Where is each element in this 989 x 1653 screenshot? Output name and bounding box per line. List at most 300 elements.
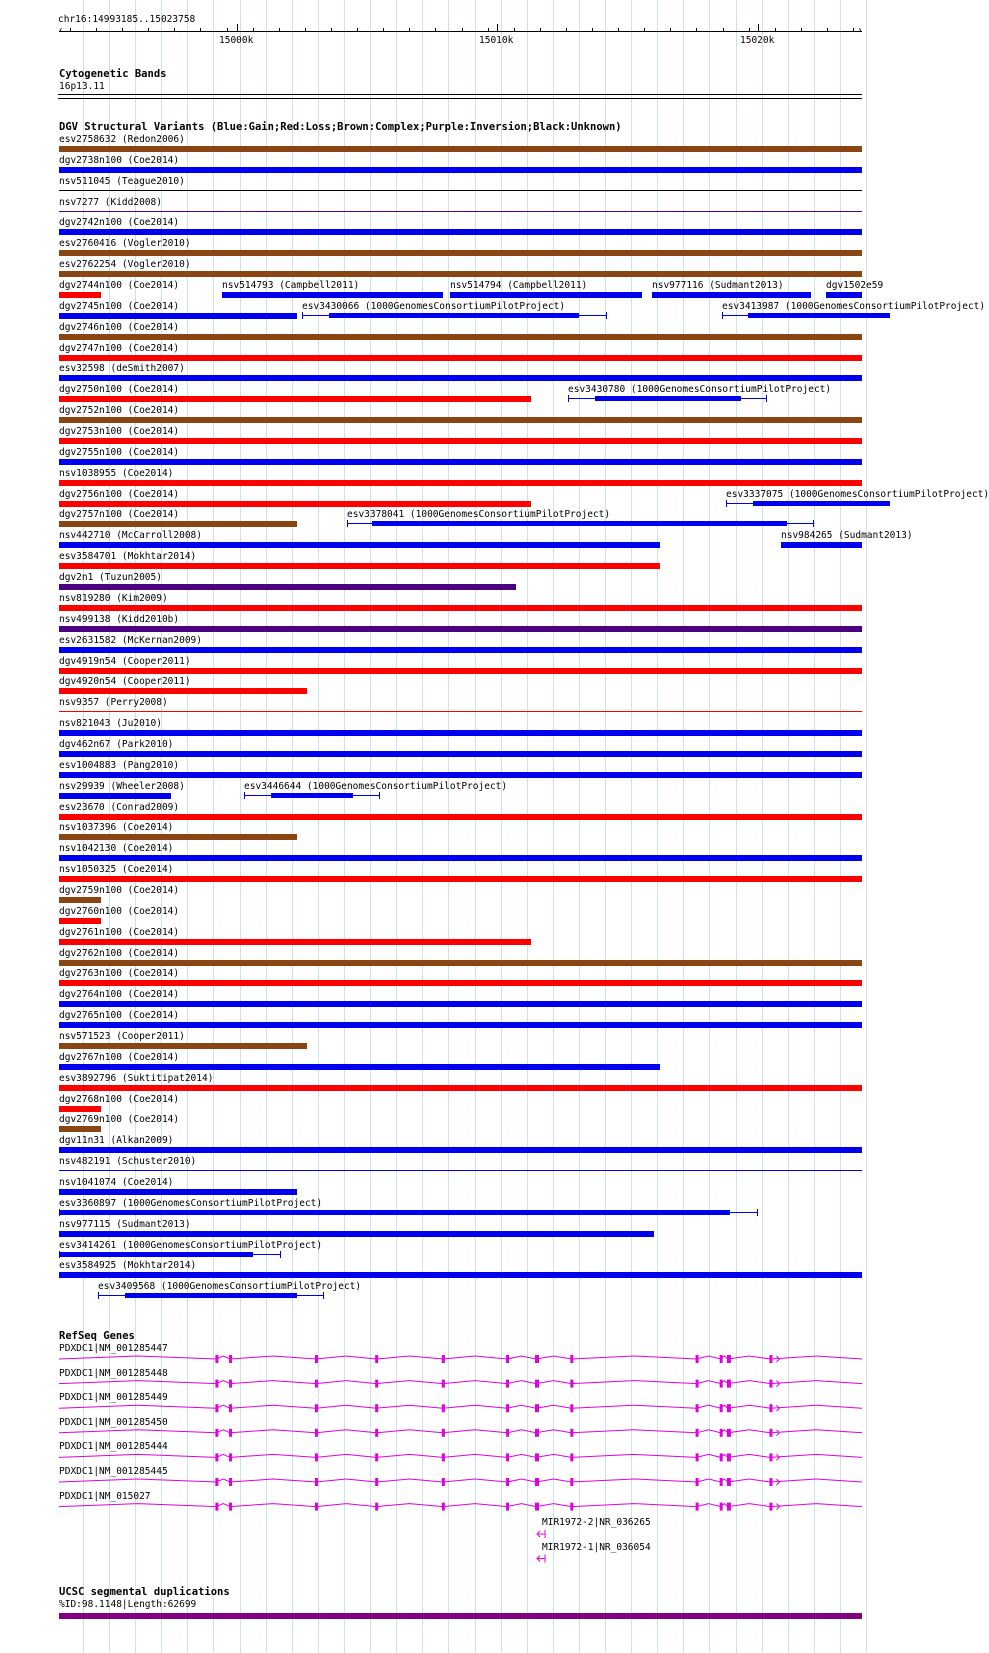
dgv-feature-bar[interactable]: [59, 647, 862, 653]
transcript-exon: [215, 1503, 218, 1511]
cytoband-line-top: [58, 94, 862, 95]
dgv-feature-bar[interactable]: [222, 292, 443, 298]
transcript-exon: [769, 1404, 772, 1412]
dgv-feature-bar[interactable]: [450, 292, 642, 298]
transcript-exon: [506, 1404, 509, 1412]
dgv-feature-label[interactable]: nsv984265 (Sudmant2013): [781, 530, 913, 541]
cytoband-line-bottom: [58, 98, 862, 99]
transcript-exon: [720, 1503, 723, 1511]
transcript-exon: [215, 1453, 218, 1461]
dgv-feature-whisker-cap: [302, 312, 303, 319]
transcript-exon: [535, 1503, 539, 1511]
dgv-feature-whisker-cap: [379, 792, 380, 799]
dgv-feature-bar[interactable]: [271, 793, 353, 798]
transcript-exon: [570, 1503, 573, 1511]
dgv-feature-label[interactable]: esv3414261 (1000GenomesConsortiumPilotProject): [59, 1240, 323, 1251]
ruler-tick-label: 15020k: [740, 35, 775, 46]
dgv-feature-label[interactable]: dgv2761n100 (Coe2014): [59, 927, 180, 938]
dgv-feature-label[interactable]: dgv2759n100 (Coe2014): [59, 885, 180, 896]
ruler-minor-tick: [70, 28, 71, 32]
ruler-position: chr16:14993185..15023758: [58, 14, 196, 25]
dgv-feature-label[interactable]: nsv1037396 (Coe2014): [59, 822, 174, 833]
dgv-feature-label[interactable]: dgv2768n100 (Coe2014): [59, 1094, 180, 1105]
dgv-feature-label[interactable]: esv3584701 (Mokhtar2014): [59, 551, 197, 562]
ruler-minor-tick: [853, 28, 854, 32]
transcript-exon: [229, 1453, 232, 1461]
dgv-feature-label[interactable]: dgv2750n100 (Coe2014): [59, 384, 180, 395]
dgv-feature-whisker-cap: [568, 395, 569, 402]
dgv-feature-label[interactable]: esv3409568 (1000GenomesConsortiumPilotProject): [98, 1281, 362, 1292]
transcript-intron-line: [59, 1430, 862, 1433]
transcript-intron-line: [59, 1356, 862, 1359]
transcript-exon: [442, 1453, 445, 1461]
dgv-feature-label[interactable]: dgv2752n100 (Coe2014): [59, 405, 180, 416]
dgv-feature-label[interactable]: dgv2738n100 (Coe2014): [59, 155, 180, 166]
dgv-feature-bar[interactable]: [59, 1189, 297, 1195]
dgv-feature-whisker-cap: [606, 312, 607, 319]
ruler-minor-tick: [670, 28, 671, 32]
transcript-label[interactable]: PDXDC1|NM_001285450: [59, 1417, 168, 1428]
dgv-feature-bar[interactable]: [59, 855, 862, 861]
dgv-feature-whisker-cap: [722, 312, 723, 319]
dgv-feature-bar[interactable]: [826, 292, 862, 298]
dgv-feature-whisker-cap: [323, 1292, 324, 1299]
transcript-exon: [315, 1453, 318, 1461]
dgv-feature-label[interactable]: nsv977115 (Sudmant2013): [59, 1219, 191, 1230]
dgv-feature-bar[interactable]: [59, 167, 862, 173]
transcript-exon: [570, 1380, 573, 1388]
dgv-feature-whisker-cap: [98, 1292, 99, 1299]
ruler-major-tick: [497, 24, 498, 32]
dgv-feature-label[interactable]: nsv819280 (Kim2009): [59, 593, 168, 604]
ruler-arrow-left: ‹: [58, 25, 64, 36]
transcript-exon: [769, 1503, 772, 1511]
transcript-exon: [375, 1503, 378, 1511]
dgv-feature-bar[interactable]: [59, 375, 862, 381]
transcript-exon: [315, 1503, 318, 1511]
transcript-label[interactable]: PDXDC1|NM_001285444: [59, 1441, 168, 1452]
dgv-feature-whisker-cap: [347, 520, 348, 527]
dgv-feature-label[interactable]: dgv1502e59: [826, 280, 884, 291]
dgv-feature-bar[interactable]: [59, 876, 862, 882]
dgv-feature-label[interactable]: dgv2765n100 (Coe2014): [59, 1010, 180, 1021]
dgv-feature-label[interactable]: esv3892796 (Suktitipat2014): [59, 1073, 214, 1084]
transcript-exon: [570, 1478, 573, 1486]
transcript-exon: [696, 1429, 699, 1437]
gene-models[interactable]: [0, 1330, 890, 1570]
dgv-feature-bar[interactable]: [59, 1170, 862, 1171]
transcript-exon: [506, 1429, 509, 1437]
dgv-feature-label[interactable]: nsv7277 (Kidd2008): [59, 197, 162, 208]
dgv-feature-label[interactable]: esv3430066 (1000GenomesConsortiumPilotProject): [302, 301, 566, 312]
dgv-feature-bar[interactable]: [59, 668, 862, 674]
dgv-feature-bar[interactable]: [59, 1064, 660, 1070]
ruler-minor-tick: [801, 28, 802, 32]
dgv-feature-bar[interactable]: [59, 563, 660, 569]
transcript-intron-line: [59, 1454, 862, 1457]
transcript-exon: [720, 1404, 723, 1412]
dgv-feature-label[interactable]: nsv499138 (Kidd2010b): [59, 614, 180, 625]
dgv-feature-label[interactable]: esv32598 (deSmith2007): [59, 363, 185, 374]
transcript-label[interactable]: PDXDC1|NM_001285447: [59, 1343, 168, 1354]
dgv-feature-bar[interactable]: [59, 229, 862, 235]
dgv-feature-bar[interactable]: [59, 396, 531, 402]
dgv-feature-label[interactable]: dgv2747n100 (Coe2014): [59, 343, 180, 354]
transcript-exon: [506, 1355, 509, 1363]
dgv-feature-bar[interactable]: [59, 939, 531, 945]
dgv-feature-whisker-cap: [766, 395, 767, 402]
dgv-feature-label[interactable]: nsv482191 (Schuster2010): [59, 1156, 197, 1167]
transcript-exon: [727, 1429, 731, 1437]
transcript-exon: [506, 1453, 509, 1461]
dgv-feature-bar[interactable]: [59, 814, 862, 820]
transcript-exon: [229, 1404, 232, 1412]
transcript-exon: [375, 1453, 378, 1461]
transcript-exon: [720, 1429, 723, 1437]
dgv-feature-bar[interactable]: [59, 271, 862, 277]
transcript-exon: [769, 1429, 772, 1437]
cytoband-label: 16p13.11: [59, 81, 105, 92]
dgv-feature-bar[interactable]: [59, 772, 862, 778]
dgv-feature-bar[interactable]: [652, 292, 811, 298]
dgv-feature-label[interactable]: dgv2756n100 (Coe2014): [59, 489, 180, 500]
dgv-feature-label[interactable]: dgv4919n54 (Cooper2011): [59, 656, 191, 667]
dgv-feature-whisker-cap: [726, 500, 727, 507]
dgv-feature-bar[interactable]: [59, 211, 862, 212]
dgv-feature-whisker-cap: [757, 1209, 758, 1216]
dgv-feature-bar[interactable]: [59, 711, 862, 712]
ruler-minor-tick: [514, 28, 515, 32]
dgv-feature-bar[interactable]: [59, 146, 862, 152]
ruler-minor-tick: [148, 28, 149, 32]
dgv-feature-bar[interactable]: [59, 313, 297, 319]
dgv-feature-bar[interactable]: [59, 1126, 101, 1132]
transcript-exon: [720, 1355, 723, 1363]
ruler-minor-tick: [253, 28, 254, 32]
ruler-minor-tick: [749, 28, 750, 32]
dgv-feature-label[interactable]: nsv514793 (Campbell2011): [222, 280, 360, 291]
transcript-exon: [570, 1404, 573, 1412]
transcript-exon: [535, 1380, 539, 1388]
transcript-exon: [375, 1429, 378, 1437]
transcript-exon: [215, 1404, 218, 1412]
dgv-feature-bar[interactable]: [59, 1001, 862, 1007]
ruler-minor-tick: [174, 28, 175, 32]
transcript-exon: [696, 1380, 699, 1388]
transcript-exon: [535, 1453, 539, 1461]
dgv-feature-bar[interactable]: [748, 313, 890, 318]
dgv-feature-label[interactable]: esv3378041 (1000GenomesConsortiumPilotProject): [347, 509, 611, 520]
transcript-exon: [442, 1355, 445, 1363]
dgv-feature-bar[interactable]: [595, 396, 741, 401]
dgv-feature-bar[interactable]: [59, 355, 862, 361]
transcript-exon: [727, 1404, 731, 1412]
dgv-feature-label[interactable]: nsv9357 (Perry2008): [59, 697, 168, 708]
ruler-minor-tick: [331, 28, 332, 32]
transcript-exon: [215, 1478, 218, 1486]
ruler-minor-tick: [775, 28, 776, 32]
segdup-feature[interactable]: [59, 1613, 862, 1619]
ruler-minor-tick: [566, 28, 567, 32]
dgv-feature-label[interactable]: dgv2n1 (Tuzun2005): [59, 572, 162, 583]
cytoband-track-title: Cytogenetic Bands: [59, 68, 167, 80]
transcript-label[interactable]: PDXDC1|NM_001285448: [59, 1368, 168, 1379]
dgv-feature-bar[interactable]: [59, 960, 862, 966]
dgv-feature-bar[interactable]: [59, 1231, 654, 1237]
transcript-exon: [720, 1478, 723, 1486]
dgv-feature-label[interactable]: esv3430780 (1000GenomesConsortiumPilotProject): [568, 384, 832, 395]
dgv-feature-label[interactable]: nsv514794 (Campbell2011): [450, 280, 588, 291]
dgv-feature-whisker-cap: [813, 520, 814, 527]
dgv-feature-bar[interactable]: [372, 521, 787, 526]
transcript-intron-line: [59, 1405, 862, 1408]
transcript-exon: [769, 1355, 772, 1363]
dgv-track-title: DGV Structural Variants (Blue:Gain;Red:Loss;Brown:Complex;Purple:Inversion;Black:Unknown): [59, 121, 622, 133]
dgv-feature-label[interactable]: nsv511045 (Teague2010): [59, 176, 185, 187]
transcript-exon: [229, 1355, 232, 1363]
ruler-tick-label: 15010k: [479, 35, 514, 46]
ruler-minor-tick: [618, 28, 619, 32]
transcript-exon: [727, 1503, 731, 1511]
dgv-feature-label[interactable]: dgv2753n100 (Coe2014): [59, 426, 180, 437]
ruler-minor-tick: [122, 28, 123, 32]
ruler-major-tick: [237, 24, 238, 32]
dgv-feature-label[interactable]: dgv2769n100 (Coe2014): [59, 1114, 180, 1125]
dgv-feature-bar[interactable]: [59, 417, 862, 423]
dgv-feature-label[interactable]: esv3337075 (1000GenomesConsortiumPilotProject): [726, 489, 989, 500]
transcript-intron-line: [59, 1479, 862, 1482]
dgv-feature-label[interactable]: dgv4920n54 (Cooper2011): [59, 676, 191, 687]
transcript-exon: [315, 1478, 318, 1486]
dgv-feature-label[interactable]: nsv571523 (Cooper2011): [59, 1031, 185, 1042]
dgv-feature-label[interactable]: esv2760416 (Vogler2010): [59, 238, 191, 249]
dgv-feature-bar[interactable]: [59, 292, 101, 298]
ruler-arrow-right: ›: [857, 25, 863, 36]
dgv-feature-bar[interactable]: [59, 834, 297, 840]
ruler-minor-tick: [723, 28, 724, 32]
transcript-exon: [535, 1478, 539, 1486]
dgv-feature-bar[interactable]: [59, 730, 862, 736]
transcript-exon: [535, 1355, 539, 1363]
dgv-feature-bar[interactable]: [59, 1043, 307, 1049]
transcript-exon: [727, 1478, 731, 1486]
dgv-feature-label[interactable]: dgv462n67 (Park2010): [59, 739, 174, 750]
transcript-exon: [315, 1355, 318, 1363]
transcript-exon: [375, 1404, 378, 1412]
segdup-track-title: UCSC segmental duplications: [59, 1586, 230, 1598]
dgv-feature-label[interactable]: esv2631582 (McKernan2009): [59, 635, 202, 646]
dgv-feature-bar[interactable]: [59, 438, 862, 444]
transcript-intron-line: [59, 1381, 862, 1384]
transcript-exon: [696, 1503, 699, 1511]
transcript-exon: [769, 1380, 772, 1388]
mirna-label[interactable]: MIR1972-2|NR_036265: [542, 1517, 651, 1528]
dgv-feature-label[interactable]: dgv2742n100 (Coe2014): [59, 217, 180, 228]
transcript-exon: [315, 1380, 318, 1388]
transcript-exon: [506, 1380, 509, 1388]
dgv-feature-label[interactable]: dgv2760n100 (Coe2014): [59, 906, 180, 917]
transcript-exon: [215, 1355, 218, 1363]
transcript-exon: [769, 1478, 772, 1486]
transcript-intron-line: [59, 1504, 862, 1507]
dgv-feature-bar[interactable]: [59, 918, 101, 924]
dgv-feature-label[interactable]: dgv2762n100 (Coe2014): [59, 948, 180, 959]
transcript-label[interactable]: PDXDC1|NM_015027: [59, 1491, 151, 1502]
dgv-feature-label[interactable]: dgv2745n100 (Coe2014): [59, 301, 180, 312]
transcript-exon: [315, 1429, 318, 1437]
dgv-feature-bar[interactable]: [125, 1293, 297, 1298]
dgv-feature-label[interactable]: nsv977116 (Sudmant2013): [652, 280, 784, 291]
dgv-feature-bar[interactable]: [59, 605, 862, 611]
transcript-exon: [229, 1380, 232, 1388]
dgv-feature-bar[interactable]: [59, 897, 101, 903]
dgv-feature-label[interactable]: dgv2767n100 (Coe2014): [59, 1052, 180, 1063]
transcript-exon: [727, 1355, 731, 1363]
dgv-feature-label[interactable]: nsv29939 (Wheeler2008): [59, 781, 185, 792]
dgv-feature-label[interactable]: dgv2746n100 (Coe2014): [59, 322, 180, 333]
transcript-exon: [727, 1453, 731, 1461]
dgv-feature-bar[interactable]: [59, 688, 307, 694]
dgv-feature-label[interactable]: dgv11n31 (Alkan2009): [59, 1135, 174, 1146]
dgv-feature-bar[interactable]: [329, 313, 579, 318]
dgv-feature-bar[interactable]: [59, 1272, 862, 1278]
dgv-feature-label[interactable]: dgv2757n100 (Coe2014): [59, 509, 180, 520]
dgv-feature-label[interactable]: esv2762254 (Vogler2010): [59, 259, 191, 270]
dgv-feature-label[interactable]: nsv1038955 (Coe2014): [59, 468, 174, 479]
transcript-exon: [570, 1355, 573, 1363]
dgv-feature-bar[interactable]: [59, 480, 862, 486]
ruler-minor-tick: [409, 28, 410, 32]
dgv-feature-whisker-cap: [280, 1251, 281, 1258]
transcript-exon: [506, 1478, 509, 1486]
transcript-exon: [229, 1478, 232, 1486]
transcript-exon: [229, 1429, 232, 1437]
dgv-feature-label[interactable]: nsv1050325 (Coe2014): [59, 864, 174, 875]
transcript-exon: [229, 1503, 232, 1511]
segdup-label: %ID:98.1148|Length:62699: [59, 1599, 197, 1610]
dgv-feature-bar[interactable]: [59, 626, 862, 632]
dgv-feature-bar[interactable]: [59, 1085, 862, 1091]
ruler-minor-tick: [462, 28, 463, 32]
mirna-glyph-icon: [537, 1530, 545, 1538]
transcript-exon: [769, 1453, 772, 1461]
dgv-feature-bar[interactable]: [781, 542, 862, 548]
dgv-feature-label[interactable]: nsv1042130 (Coe2014): [59, 843, 174, 854]
transcript-exon: [570, 1453, 573, 1461]
ruler-minor-tick: [540, 28, 541, 32]
dgv-feature-label[interactable]: esv3360897 (1000GenomesConsortiumPilotProject): [59, 1198, 323, 1209]
ruler-major-tick: [758, 24, 759, 32]
ruler-minor-tick: [827, 28, 828, 32]
dgv-feature-label[interactable]: esv1004883 (Pang2010): [59, 760, 180, 771]
dgv-feature-bar[interactable]: [59, 521, 297, 527]
ruler-minor-tick: [644, 28, 645, 32]
transcript-exon: [727, 1380, 731, 1388]
ruler-minor-tick: [696, 28, 697, 32]
dgv-feature-bar[interactable]: [59, 1106, 101, 1112]
dgv-feature-label[interactable]: esv2758632 (Redon2006): [59, 134, 185, 145]
dgv-feature-bar[interactable]: [59, 751, 862, 757]
dgv-feature-bar[interactable]: [59, 250, 862, 256]
ruler-minor-tick: [96, 28, 97, 32]
ruler-minor-tick: [383, 28, 384, 32]
ruler-line: [59, 31, 862, 32]
dgv-feature-bar[interactable]: [59, 1022, 862, 1028]
ruler-minor-tick: [357, 28, 358, 32]
transcript-exon: [442, 1503, 445, 1511]
dgv-feature-bar[interactable]: [753, 501, 890, 506]
dgv-feature-bar[interactable]: [59, 501, 531, 507]
dgv-feature-label[interactable]: dgv2755n100 (Coe2014): [59, 447, 180, 458]
ruler-minor-tick: [592, 28, 593, 32]
dgv-feature-bar[interactable]: [59, 1210, 730, 1215]
transcript-exon: [720, 1380, 723, 1388]
dgv-feature-label[interactable]: dgv2764n100 (Coe2014): [59, 989, 180, 1000]
transcript-exon: [570, 1429, 573, 1437]
dgv-feature-label[interactable]: nsv442710 (McCarroll2008): [59, 530, 202, 541]
ruler-minor-tick: [435, 28, 436, 32]
dgv-feature-label[interactable]: esv3584925 (Mokhtar2014): [59, 1260, 197, 1271]
transcript-label[interactable]: PDXDC1|NM_001285449: [59, 1392, 168, 1403]
ruler-minor-tick: [227, 28, 228, 32]
dgv-feature-bar[interactable]: [59, 980, 862, 986]
ruler-minor-tick: [305, 28, 306, 32]
transcript-exon: [442, 1478, 445, 1486]
dgv-feature-label[interactable]: nsv821043 (Ju2010): [59, 718, 162, 729]
dgv-feature-label[interactable]: esv3413987 (1000GenomesConsortiumPilotProject): [722, 301, 986, 312]
dgv-feature-label[interactable]: dgv2763n100 (Coe2014): [59, 968, 180, 979]
dgv-feature-bar[interactable]: [59, 459, 862, 465]
transcript-exon: [442, 1429, 445, 1437]
dgv-feature-bar[interactable]: [59, 334, 862, 340]
refseq-track-title: RefSeq Genes: [59, 1330, 135, 1342]
dgv-feature-bar[interactable]: [59, 793, 171, 799]
dgv-feature-whisker-cap: [244, 792, 245, 799]
transcript-exon: [535, 1404, 539, 1412]
transcript-exon: [696, 1355, 699, 1363]
ruler-minor-tick: [488, 28, 489, 32]
transcript-exon: [375, 1355, 378, 1363]
transcript-exon: [442, 1404, 445, 1412]
transcript-exon: [506, 1503, 509, 1511]
dgv-feature-label[interactable]: dgv2744n100 (Coe2014): [59, 280, 180, 291]
transcript-exon: [535, 1429, 539, 1437]
dgv-feature-label[interactable]: esv3446644 (1000GenomesConsortiumPilotProject): [244, 781, 508, 792]
ruler-minor-tick: [279, 28, 280, 32]
ruler-tick-label: 15000k: [219, 35, 254, 46]
transcript-exon: [375, 1478, 378, 1486]
transcript-exon: [442, 1380, 445, 1388]
dgv-feature-bar[interactable]: [59, 1147, 862, 1153]
transcript-exon: [720, 1453, 723, 1461]
mirna-glyph-icon: [537, 1555, 545, 1563]
transcript-label[interactable]: PDXDC1|NM_001285445: [59, 1466, 168, 1477]
mirna-label[interactable]: MIR1972-1|NR_036054: [542, 1542, 651, 1553]
transcript-exon: [696, 1404, 699, 1412]
transcript-exon: [696, 1478, 699, 1486]
dgv-feature-bar[interactable]: [59, 1252, 253, 1257]
dgv-feature-bar[interactable]: [59, 584, 516, 590]
transcript-exon: [215, 1429, 218, 1437]
ruler-minor-tick: [200, 28, 201, 32]
transcript-exon: [215, 1380, 218, 1388]
dgv-feature-label[interactable]: esv23670 (Conrad2009): [59, 802, 180, 813]
transcript-exon: [315, 1404, 318, 1412]
dgv-feature-label[interactable]: nsv1041074 (Coe2014): [59, 1177, 174, 1188]
dgv-feature-bar[interactable]: [59, 190, 862, 191]
dgv-feature-bar[interactable]: [59, 542, 660, 548]
transcript-exon: [696, 1453, 699, 1461]
